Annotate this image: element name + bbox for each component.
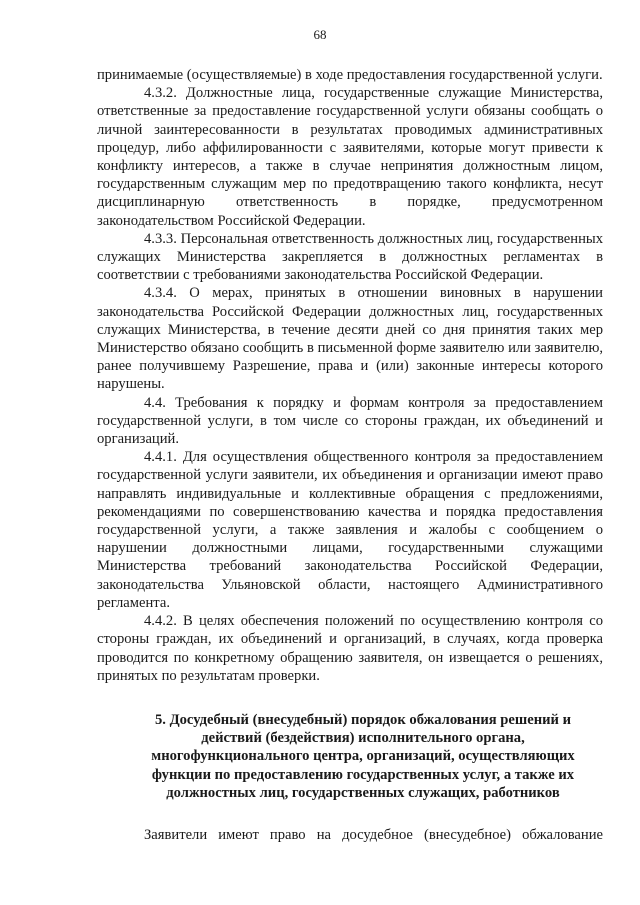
paragraph-4-4: 4.4. Требования к порядку и формам контроля за предоставлением государственной услуги, в том числе со стороны граждан, их объединений и организаций. [97, 394, 603, 448]
document-body [97, 66, 603, 844]
paragraph-4-4-2: 4.4.2. В целях обеспечения положений по осуществлению контроля со стороны граждан, их объединений и организаций, в случаях, когда проверка проводится по конкретному обращению заявителя, он извещается о решениях, принятых по результатам проверки. [97, 613, 603, 684]
paragraph-4-3-3: 4.3.3. Персональная ответственность должностных лиц, государственных служащих Министерства закрепляется в должностных регламентах в соответствии с требованиями законодательства Российской Федерации. [97, 230, 603, 284]
page-number: 68 [313, 27, 327, 42]
paragraph-4-4-1: 4.4.1. Для осуществления общественного контроля за предоставлением государственной услуги заявители, их объединения и организации имеют право направлять индивидуальные и коллективные обращения с предложениями, рекомендациями по совершенствованию качества и порядка предоставления государственной услуги, а также заявления и жалобы с сообщением о нарушении должностными лицами, государственными служащими Министерства требований законодательства Российской Федерации, законодательства Ульяновской области, настоящего Административного регламента. [97, 449, 603, 611]
paragraph-4-3-2: 4.3.2. Должностные лица, государственные служащие Министерства, ответственные за предоставление государственной услуги обязаны сообщать о личной заинтересованности в результатах проводимых административных процедур, либо аффилированности с заявителями, которые могут привести к конфликту интересов, а также в случае непринятия должностным лицом, государственным служащим мер по предотвращению такого конфликта, несут дисциплинарную ответственность в порядке, предусмотренном законодательством Российской Федерации. [97, 85, 603, 229]
paragraph-continuation: принимаемые (осуществляемые) в ходе предоставления государственной услуги. [97, 67, 603, 83]
paragraph-section-5-start: Заявители имеют право на досудебное (внесудебное) обжалование [144, 826, 603, 843]
paragraph-4-3-4: 4.3.4. О мерах, принятых в отношении виновных в нарушении законодательства Российской Федерации должностных лиц, государственных служащих Министерства, в течение десяти дней со дня принятия таких мер Министерство обязано сообщить в письменной форме заявителю или заявителю, ранее получившему Разрешение, права и (или) законные интересы которого нарушены. [97, 285, 603, 393]
section-5-heading: 5. Досудебный (внесудебный) порядок обжалования решений и действий (бездействия) исполнительного органа, многофункционального центра, организаций, осуществляющих функции по предоставлению государственных услуг, а также их должностных лиц, государственных служащих, работников [151, 711, 575, 801]
